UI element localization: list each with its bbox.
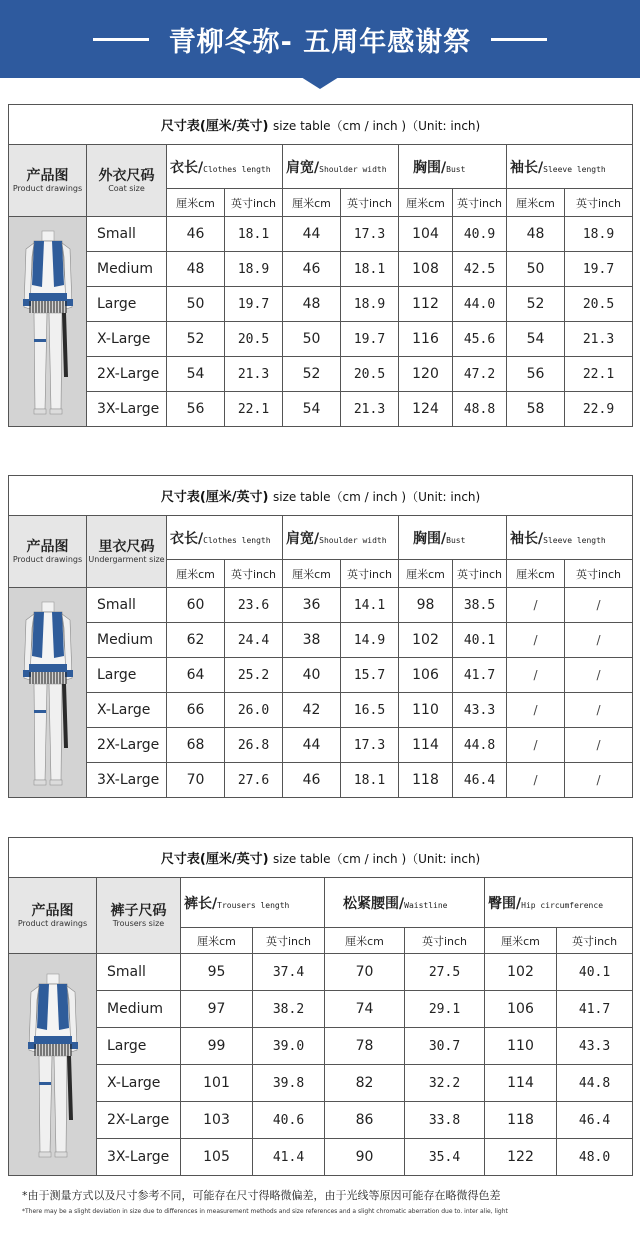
inch-value: 44.0	[453, 287, 507, 322]
size-label: 2X-Large	[87, 728, 167, 763]
size-label: Medium	[87, 623, 167, 658]
measure-header: 胸围/Bust	[399, 145, 507, 189]
cm-value: 60	[167, 588, 225, 623]
inch-value: 41.4	[253, 1139, 325, 1176]
unit-inch: 英寸inch	[341, 189, 399, 217]
cm-value: 64	[167, 658, 225, 693]
cm-value: 98	[399, 588, 453, 623]
cm-value: 52	[507, 287, 565, 322]
size-label: X-Large	[87, 322, 167, 357]
header-banner	[0, 0, 640, 78]
cm-value: 82	[325, 1065, 405, 1102]
cm-value: 90	[325, 1139, 405, 1176]
cm-value: 74	[325, 991, 405, 1028]
inch-value: 38.5	[453, 588, 507, 623]
cm-value: 54	[167, 357, 225, 392]
unit-inch: 英寸inch	[225, 189, 283, 217]
measure-header: 裤长/Trousers length	[181, 878, 325, 928]
inch-value: /	[565, 658, 633, 693]
unit-cm: 厘米cm	[167, 189, 225, 217]
unit-inch: 英寸inch	[405, 928, 485, 954]
size-label: Large	[87, 287, 167, 322]
footnote-en: *There may be a slight deviation in size due to differences in measurement methods and size references and a slight chromatic aberration due to. inter alie, light	[22, 1208, 508, 1215]
inch-value: 42.5	[453, 252, 507, 287]
inch-value: 22.1	[565, 357, 633, 392]
cm-value: 95	[181, 954, 253, 991]
inch-value: 24.4	[225, 623, 283, 658]
table-row	[9, 588, 633, 623]
inch-value: 44.8	[557, 1065, 633, 1102]
unit-cm: 厘米cm	[485, 928, 557, 954]
inch-value: 18.1	[341, 763, 399, 798]
inch-value: 26.8	[225, 728, 283, 763]
unit-inch: 英寸inch	[225, 560, 283, 588]
cm-value: 101	[181, 1065, 253, 1102]
size-label: Large	[87, 658, 167, 693]
inch-value: 40.1	[453, 623, 507, 658]
cm-value: 52	[283, 357, 341, 392]
cm-value: /	[507, 588, 565, 623]
inch-value: /	[565, 588, 633, 623]
inch-value: 18.9	[565, 217, 633, 252]
inch-value: 21.3	[341, 392, 399, 427]
table-row	[9, 623, 633, 658]
inch-value: 19.7	[225, 287, 283, 322]
cm-value: 106	[485, 991, 557, 1028]
trousers-size-table	[8, 837, 633, 1176]
cm-value: 114	[399, 728, 453, 763]
cm-value: 110	[399, 693, 453, 728]
cm-value: 106	[399, 658, 453, 693]
inch-value: 40.6	[253, 1102, 325, 1139]
inch-value: 30.7	[405, 1028, 485, 1065]
inch-value: 14.9	[341, 623, 399, 658]
inch-value: /	[565, 693, 633, 728]
size-label: Medium	[97, 991, 181, 1028]
measure-header: 袖长/Sleeve length	[507, 516, 633, 560]
cm-value: 97	[181, 991, 253, 1028]
inch-value: 37.4	[253, 954, 325, 991]
inch-value: 41.7	[453, 658, 507, 693]
cm-value: 112	[399, 287, 453, 322]
size-label: 3X-Large	[87, 392, 167, 427]
inch-value: 23.6	[225, 588, 283, 623]
inch-value: 38.2	[253, 991, 325, 1028]
product-drawing-header: 产品图 Product drawings	[9, 878, 97, 954]
cm-value: 50	[167, 287, 225, 322]
inch-value: 46.4	[453, 763, 507, 798]
footnote-cn: *由于测量方式以及尺寸参考不同，可能存在尺寸得略微偏差，由于光线等原因可能存在略微得色差	[22, 1189, 501, 1202]
inch-value: /	[565, 763, 633, 798]
product-image-cell	[9, 954, 97, 1176]
unit-inch: 英寸inch	[453, 189, 507, 217]
cm-value: 66	[167, 693, 225, 728]
inch-value: 17.3	[341, 728, 399, 763]
inch-value: 17.3	[341, 217, 399, 252]
inch-value: 19.7	[565, 252, 633, 287]
unit-inch: 英寸inch	[453, 560, 507, 588]
inch-value: 44.8	[453, 728, 507, 763]
inch-value: 40.1	[557, 954, 633, 991]
inch-value: 39.0	[253, 1028, 325, 1065]
inch-value: 29.1	[405, 991, 485, 1028]
inch-value: 20.5	[225, 322, 283, 357]
table-row	[9, 728, 633, 763]
cm-value: 99	[181, 1028, 253, 1065]
inch-value: 25.2	[225, 658, 283, 693]
inch-value: 41.7	[557, 991, 633, 1028]
cm-value: 48	[167, 252, 225, 287]
banner-right-line	[491, 38, 547, 41]
cm-value: 48	[283, 287, 341, 322]
inch-value: 43.3	[453, 693, 507, 728]
inch-value: 16.5	[341, 693, 399, 728]
measure-header: 衣长/Clothes length	[167, 145, 283, 189]
table-row	[9, 954, 633, 991]
unit-inch: 英寸inch	[557, 928, 633, 954]
cm-value: /	[507, 658, 565, 693]
cm-value: 70	[167, 763, 225, 798]
cm-value: 44	[283, 728, 341, 763]
size-label: X-Large	[97, 1065, 181, 1102]
measure-header: 臀围/Hip circumference	[485, 878, 633, 928]
measure-header: 肩宽/Shoulder width	[283, 516, 399, 560]
cm-value: 110	[485, 1028, 557, 1065]
product-image-cell	[9, 217, 87, 427]
inch-value: 26.0	[225, 693, 283, 728]
inch-value: /	[565, 728, 633, 763]
unit-cm: 厘米cm	[283, 189, 341, 217]
inch-value: 15.7	[341, 658, 399, 693]
inch-value: 39.8	[253, 1065, 325, 1102]
cm-value: 105	[181, 1139, 253, 1176]
unit-cm: 厘米cm	[181, 928, 253, 954]
table-title: 尺寸表(厘米/英寸) size table（cm / inch )（Unit: inch)	[9, 476, 633, 516]
table-row	[9, 217, 633, 252]
cm-value: 38	[283, 623, 341, 658]
table-row	[9, 322, 633, 357]
inch-value: 40.9	[453, 217, 507, 252]
inch-value: 21.3	[565, 322, 633, 357]
table-row	[9, 1028, 633, 1065]
inch-value: 21.3	[225, 357, 283, 392]
cm-value: 86	[325, 1102, 405, 1139]
coat-size-table	[8, 104, 633, 427]
size-label: Small	[87, 217, 167, 252]
cm-value: 42	[283, 693, 341, 728]
product-drawing-header: 产品图 Product drawings	[9, 516, 87, 588]
cm-value: 46	[283, 252, 341, 287]
size-label: Large	[97, 1028, 181, 1065]
measure-header: 袖长/Sleeve length	[507, 145, 633, 189]
table-row	[9, 357, 633, 392]
table-row	[9, 763, 633, 798]
unit-cm: 厘米cm	[167, 560, 225, 588]
size-label: Medium	[87, 252, 167, 287]
inch-value: 48.8	[453, 392, 507, 427]
cm-value: 46	[167, 217, 225, 252]
cm-value: 36	[283, 588, 341, 623]
unit-cm: 厘米cm	[507, 189, 565, 217]
table-row	[9, 252, 633, 287]
cm-value: 48	[507, 217, 565, 252]
size-label: Small	[97, 954, 181, 991]
unit-cm: 厘米cm	[283, 560, 341, 588]
size-label: 2X-Large	[97, 1102, 181, 1139]
unit-cm: 厘米cm	[399, 560, 453, 588]
cm-value: 118	[485, 1102, 557, 1139]
table-row	[9, 1065, 633, 1102]
inch-value: /	[565, 623, 633, 658]
cm-value: /	[507, 693, 565, 728]
inch-value: 48.0	[557, 1139, 633, 1176]
table-row	[9, 392, 633, 427]
inch-value: 45.6	[453, 322, 507, 357]
cm-value: 102	[485, 954, 557, 991]
size-label: 3X-Large	[97, 1139, 181, 1176]
inch-value: 18.9	[341, 287, 399, 322]
inch-value: 46.4	[557, 1102, 633, 1139]
banner-arrow-icon	[301, 77, 339, 89]
cm-value: 78	[325, 1028, 405, 1065]
cm-value: 44	[283, 217, 341, 252]
inch-value: 27.5	[405, 954, 485, 991]
cm-value: 62	[167, 623, 225, 658]
table-row	[9, 991, 633, 1028]
inch-value: 20.5	[341, 357, 399, 392]
cm-value: 108	[399, 252, 453, 287]
cm-value: /	[507, 763, 565, 798]
inch-value: 27.6	[225, 763, 283, 798]
table-row	[9, 693, 633, 728]
product-image-cell	[9, 588, 87, 798]
cm-value: 68	[167, 728, 225, 763]
inch-value: 18.1	[225, 217, 283, 252]
cm-value: 50	[283, 322, 341, 357]
unit-cm: 厘米cm	[399, 189, 453, 217]
costume-product-image	[20, 227, 76, 417]
cm-value: 114	[485, 1065, 557, 1102]
inch-value: 18.9	[225, 252, 283, 287]
table-title: 尺寸表(厘米/英寸) size table（cm / inch )（Unit: inch)	[9, 105, 633, 145]
unit-inch: 英寸inch	[341, 560, 399, 588]
cm-value: 56	[167, 392, 225, 427]
unit-inch: 英寸inch	[565, 560, 633, 588]
inch-value: 22.9	[565, 392, 633, 427]
table-title: 尺寸表(厘米/英寸) size table（cm / inch )（Unit: inch)	[9, 838, 633, 878]
cm-value: 54	[283, 392, 341, 427]
size-label: 2X-Large	[87, 357, 167, 392]
cm-value: 103	[181, 1102, 253, 1139]
measure-header: 衣长/Clothes length	[167, 516, 283, 560]
table-row	[9, 1139, 633, 1176]
table-row	[9, 287, 633, 322]
page-title: 青柳冬弥- 五周年感谢祭	[168, 26, 472, 58]
cm-value: 52	[167, 322, 225, 357]
inch-value: 18.1	[341, 252, 399, 287]
inch-value: 47.2	[453, 357, 507, 392]
unit-inch: 英寸inch	[253, 928, 325, 954]
cm-value: 46	[283, 763, 341, 798]
cm-value: 118	[399, 763, 453, 798]
unit-inch: 英寸inch	[565, 189, 633, 217]
inch-value: 33.8	[405, 1102, 485, 1139]
measure-header: 肩宽/Shoulder width	[283, 145, 399, 189]
unit-cm: 厘米cm	[325, 928, 405, 954]
inch-value: 19.7	[341, 322, 399, 357]
inch-value: 22.1	[225, 392, 283, 427]
inch-value: 20.5	[565, 287, 633, 322]
cm-value: 50	[507, 252, 565, 287]
inch-value: 14.1	[341, 588, 399, 623]
cm-value: 58	[507, 392, 565, 427]
cm-value: 124	[399, 392, 453, 427]
size-label: X-Large	[87, 693, 167, 728]
table-row	[9, 1102, 633, 1139]
cm-value: /	[507, 623, 565, 658]
cm-value: 116	[399, 322, 453, 357]
size-column-header: 里衣尺码 Undergarment size	[87, 516, 167, 588]
cm-value: 104	[399, 217, 453, 252]
inch-value: 32.2	[405, 1065, 485, 1102]
size-label: 3X-Large	[87, 763, 167, 798]
cm-value: 54	[507, 322, 565, 357]
cm-value: 40	[283, 658, 341, 693]
measure-header: 松紧腰围/Waistline	[325, 878, 485, 928]
cm-value: 122	[485, 1139, 557, 1176]
size-column-header: 外衣尺码 Coat size	[87, 145, 167, 217]
costume-product-image	[20, 598, 76, 788]
measure-header: 胸围/Bust	[399, 516, 507, 560]
product-drawing-header: 产品图 Product drawings	[9, 145, 87, 217]
cm-value: 102	[399, 623, 453, 658]
size-column-header: 裤子尺码 Trousers size	[97, 878, 181, 954]
cm-value: 120	[399, 357, 453, 392]
cm-value: 56	[507, 357, 565, 392]
size-label: Small	[87, 588, 167, 623]
undergarment-size-table	[8, 475, 633, 798]
unit-cm: 厘米cm	[507, 560, 565, 588]
cm-value: /	[507, 728, 565, 763]
table-row	[9, 658, 633, 693]
inch-value: 43.3	[557, 1028, 633, 1065]
costume-product-image	[25, 970, 81, 1160]
cm-value: 70	[325, 954, 405, 991]
inch-value: 35.4	[405, 1139, 485, 1176]
banner-left-line	[93, 38, 149, 41]
